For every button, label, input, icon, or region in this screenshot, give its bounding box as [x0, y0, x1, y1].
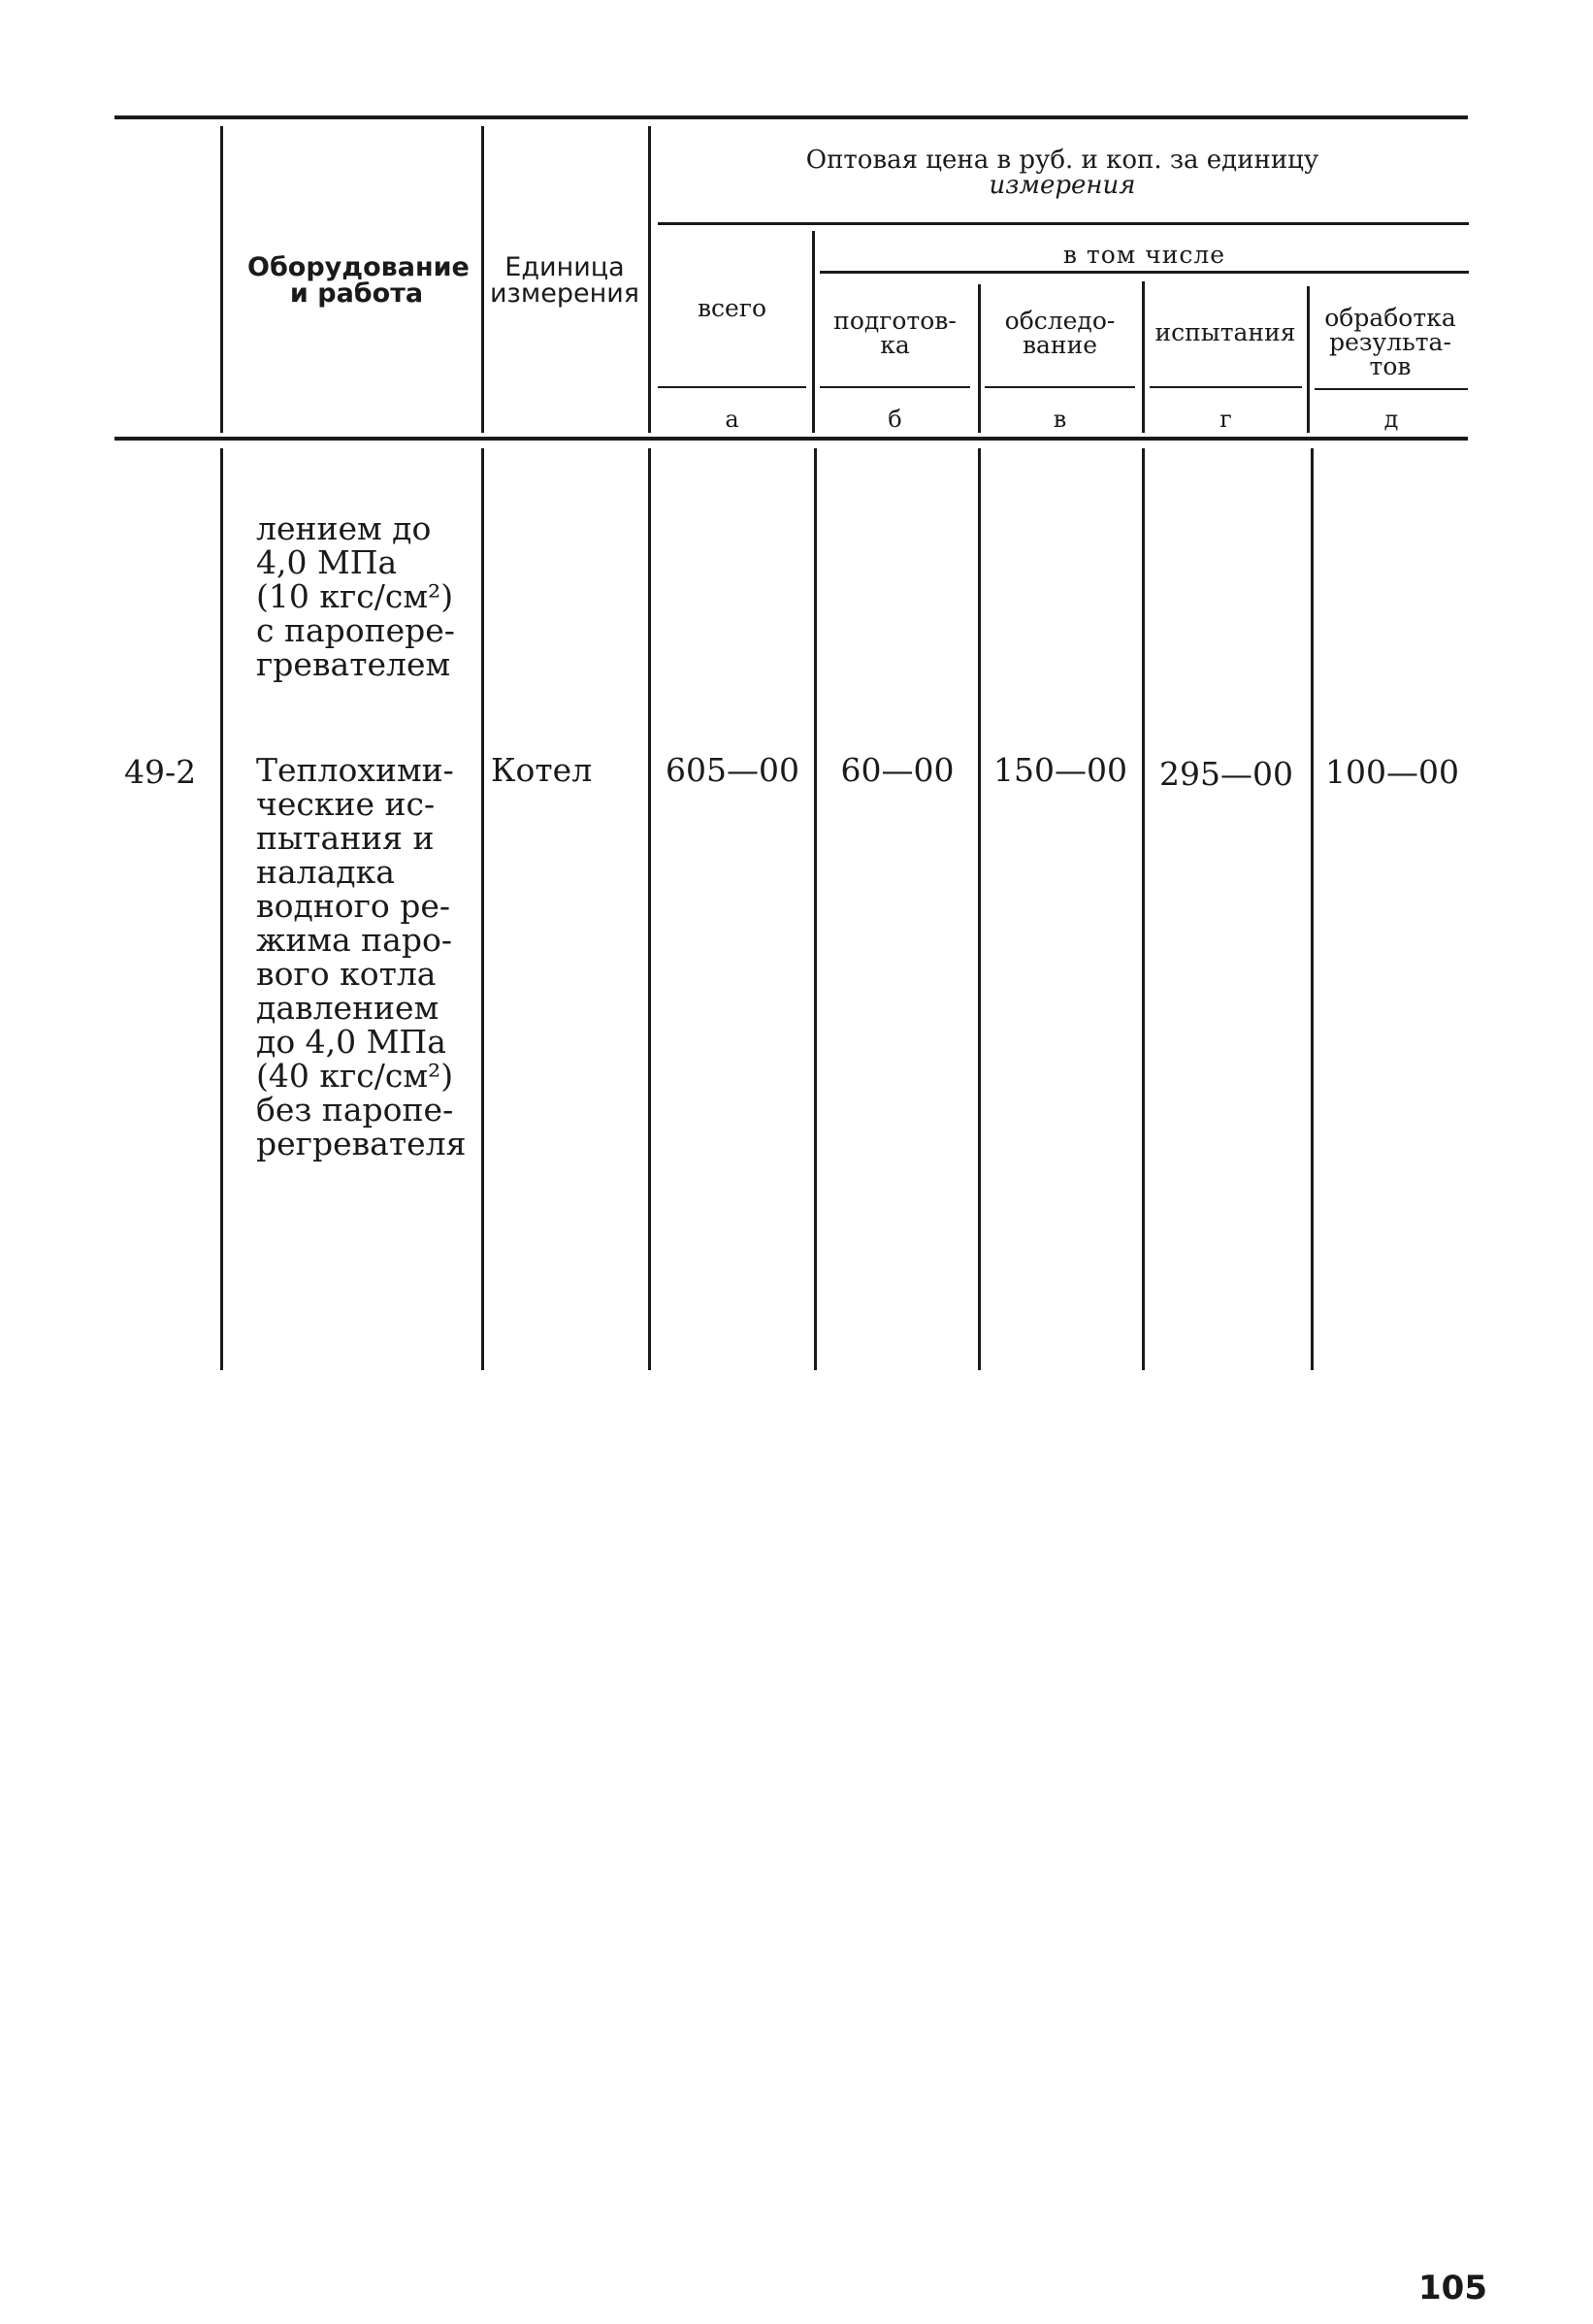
row-preparation: 60—00 — [840, 751, 955, 789]
header-total: всего — [697, 294, 767, 322]
column-divider — [978, 284, 981, 433]
header-examination: обследо- вание — [1004, 307, 1116, 359]
continuation-text: лением до 4,0 МПа (10 кгс/см²) с паропере- гревателем — [256, 509, 455, 683]
price-header-rule — [658, 222, 1469, 225]
header-equipment: Оборудование и работа — [247, 252, 470, 309]
table-top-rule — [114, 115, 1468, 119]
header-including: в том числе — [1062, 241, 1226, 269]
row-processing: 100—00 — [1325, 753, 1459, 791]
including-header-rule — [820, 271, 1469, 274]
header-preparation: подготов- ка — [833, 307, 957, 359]
col-g-rule — [1150, 386, 1302, 388]
column-divider — [1311, 448, 1314, 1370]
col-letter-b: б — [888, 406, 902, 433]
col-letter-a: а — [725, 406, 739, 433]
column-divider — [1142, 281, 1145, 433]
row-testing: 295—00 — [1159, 755, 1293, 793]
column-divider — [648, 126, 651, 433]
page-number: 105 — [1418, 2269, 1487, 2308]
column-divider — [220, 448, 223, 1370]
col-letter-d: д — [1383, 406, 1399, 433]
col-a-rule — [658, 386, 806, 388]
row-examination: 150—00 — [993, 751, 1127, 789]
header-processing: обработка результа- тов — [1324, 304, 1456, 380]
column-divider — [1307, 286, 1310, 433]
header-unit: Единица измерения — [489, 252, 640, 309]
row-work-description: Теплохими- ческие ис- пытания и наладка водного ре- жима паро- вого котла давлением до 4,0 МПа (40 кгс/см²) без паропе- регревателя — [256, 751, 467, 1162]
col-letter-v: в — [1053, 406, 1067, 433]
header-bottom-rule — [114, 437, 1468, 441]
col-b-rule — [820, 386, 970, 388]
column-divider — [814, 448, 817, 1370]
header-price: Оптовая цена в руб. и коп. за единицу измерения — [805, 146, 1319, 200]
column-divider — [812, 231, 815, 433]
column-divider — [1142, 448, 1145, 1370]
row-total: 605—00 — [666, 751, 799, 789]
column-divider — [978, 448, 981, 1370]
row-unit: Котел — [491, 751, 593, 789]
col-d-rule — [1315, 388, 1468, 390]
row-number: 49-2 — [124, 753, 197, 791]
column-divider — [648, 448, 651, 1370]
column-divider — [481, 448, 484, 1370]
header-testing: испытания — [1154, 318, 1296, 346]
col-v-rule — [985, 386, 1135, 388]
col-letter-g: г — [1219, 406, 1232, 433]
column-divider — [220, 126, 223, 433]
